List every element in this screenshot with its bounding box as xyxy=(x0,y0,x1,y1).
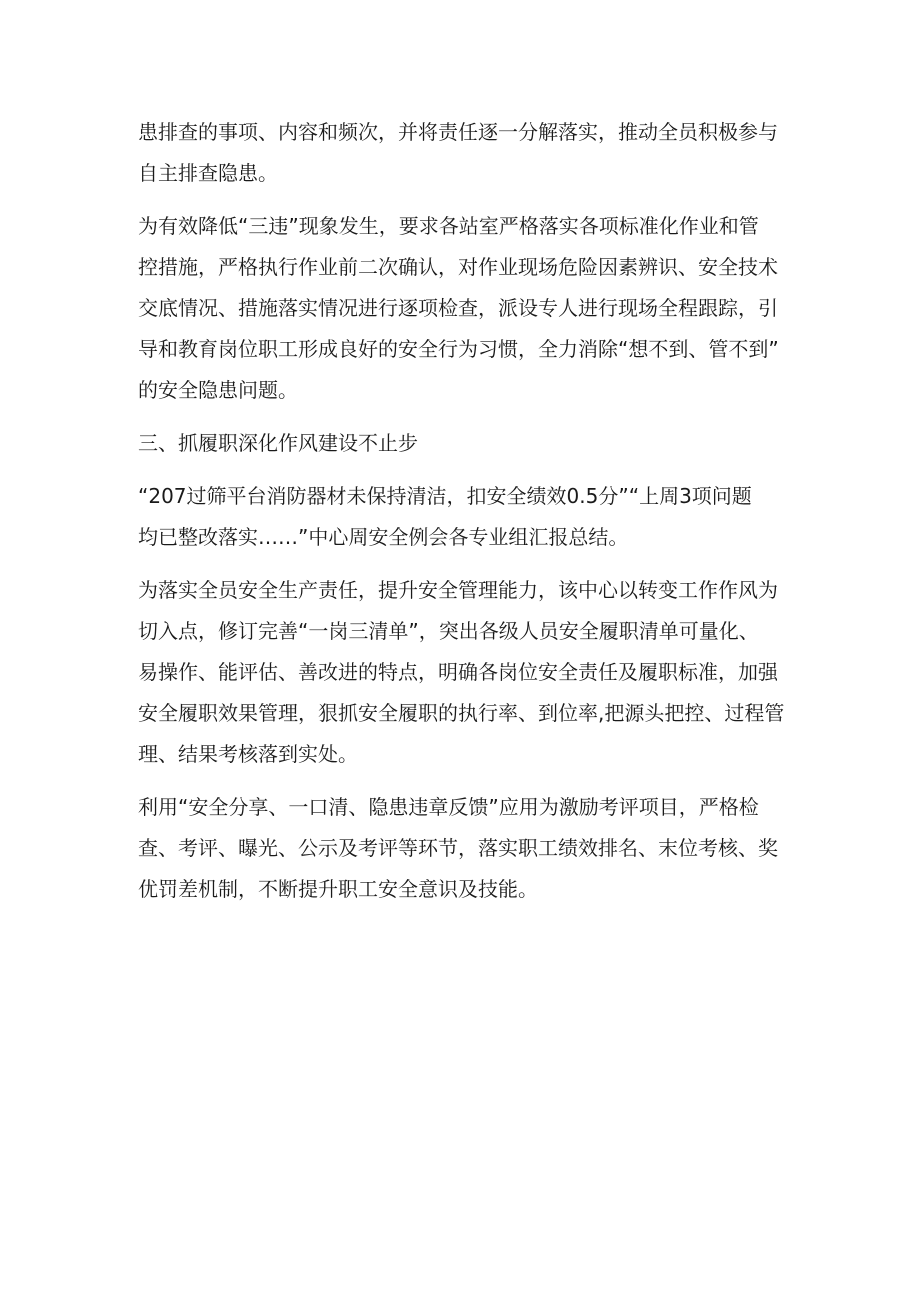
text-line: 为落实全员安全生产责任，提升安全管理能力，该中心以转变工作作风为 xyxy=(138,578,778,602)
text-line: 易操作、能评估、善改进的特点，明确各岗位安全责任及履职标准，加强 xyxy=(138,660,778,684)
section-heading xyxy=(138,423,798,464)
text-line: 为有效降低“三违”现象发生，要求各站室严格落实各项标准化作业和管 xyxy=(138,214,759,238)
text-line: 安全履职效果管理，狠抓安全履职的执行率、到位率,把源头把控、过程管 xyxy=(138,701,785,725)
text-line: 导和教育岗位职工形成良好的安全行为习惯，全力消除“想不到、管不到” xyxy=(138,337,779,361)
text-line: 优罚差机制，不断提升职工安全意识及技能。 xyxy=(138,877,538,901)
text-line: 查、考评、曝光、公示及考评等环节，落实职工绩效排名、末位考核、奖 xyxy=(138,836,778,860)
text-line: 均已整改落实……”中心周安全例会各专业组汇报总结。 xyxy=(138,525,629,549)
text-line: 利用“安全分享、一口清、隐患违章反馈”应用为激励考评项目，严格检 xyxy=(138,795,759,819)
text-line: 交底情况、措施落实情况进行逐项检查，派设专人进行现场全程跟踪，引 xyxy=(138,296,778,320)
text-line: “207过筛平台消防器材未保持清洁，扣安全绩效0.5分”“上周3项问题 xyxy=(138,484,752,508)
paragraph xyxy=(138,206,798,411)
text-line: 患排查的事项、内容和频次，并将责任逐一分解落实，推动全员积极参与 xyxy=(138,120,778,144)
text-line: 的安全隐患问题。 xyxy=(138,378,298,402)
text-line: 切入点，修订完善“一岗三清单”，突出各级人员安全履职清单可量化、 xyxy=(138,619,759,643)
text-line: 控措施，严格执行作业前二次确认，对作业现场危险因素辨识、安全技术 xyxy=(138,255,778,279)
paragraph xyxy=(138,787,798,910)
paragraph xyxy=(138,476,798,558)
paragraph xyxy=(138,570,798,775)
paragraph xyxy=(138,112,798,194)
text-line: 自主排查隐患。 xyxy=(138,161,278,185)
document-body xyxy=(138,112,798,910)
heading-text: 三、抓履职深化作风建设不止步 xyxy=(138,431,418,455)
text-line: 理、结果考核落到实处。 xyxy=(138,742,358,766)
